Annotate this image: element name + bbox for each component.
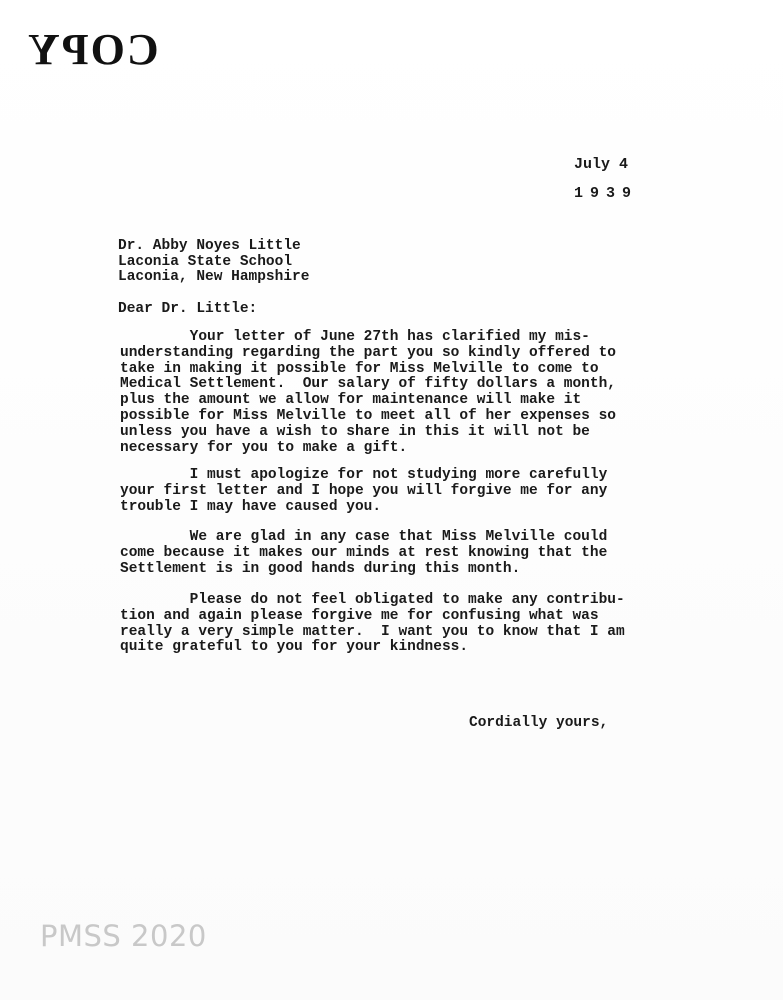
recipient-address bbox=[118, 239, 309, 286]
text-line: tion and again please forgive me for confusing what was bbox=[120, 607, 599, 624]
copy-stamp: COPY bbox=[26, 25, 159, 74]
body-paragraph-2 bbox=[120, 468, 607, 515]
text-line: Your letter of June 27th has clarified my mis- bbox=[120, 329, 590, 345]
salutation: Dear Dr. Little: bbox=[118, 301, 258, 317]
text-line: really a very simple matter. I want you to know that I am bbox=[120, 623, 625, 640]
closing: Cordially yours, bbox=[469, 715, 609, 731]
date-year: 1939 bbox=[574, 185, 639, 202]
text-line: take in making it possible for Miss Melville to come to bbox=[120, 360, 599, 377]
text-line: Please do not feel obligated to make any contribu- bbox=[120, 592, 625, 608]
recipient-location: Laconia, New Hampshire bbox=[118, 269, 310, 285]
body-paragraph-1 bbox=[120, 330, 616, 456]
date-month-day: July 4 bbox=[574, 156, 629, 173]
text-line: your first letter and I hope you will forgive me for any bbox=[120, 482, 608, 499]
text-line: Settlement is in good hands during this month. bbox=[120, 560, 521, 577]
recipient-name: Dr. Abby Noyes Little bbox=[118, 238, 301, 254]
text-line: understanding regarding the part you so kindly offered to bbox=[120, 344, 616, 361]
text-line: trouble I may have caused you. bbox=[120, 498, 382, 515]
text-line: come because it makes our minds at rest knowing that the bbox=[120, 544, 608, 561]
text-line: necessary for you to make a gift. bbox=[120, 439, 408, 456]
text-line: We are glad in any case that Miss Melville could bbox=[120, 529, 608, 545]
archive-watermark: PMSS 2020 bbox=[40, 919, 207, 953]
text-line: Medical Settlement. Our salary of fifty dollars a month, bbox=[120, 376, 616, 393]
body-paragraph-4 bbox=[120, 593, 625, 656]
text-line: unless you have a wish to share in this it will not be bbox=[120, 423, 590, 440]
text-line: possible for Miss Melville to meet all of her expenses so bbox=[120, 407, 616, 424]
body-paragraph-3 bbox=[120, 530, 607, 577]
text-line: quite grateful to you for your kindness. bbox=[120, 639, 469, 656]
text-line: I must apologize for not studying more carefully bbox=[120, 467, 608, 483]
recipient-institution: Laconia State School bbox=[118, 253, 293, 270]
text-line: plus the amount we allow for maintenance will make it bbox=[120, 392, 582, 409]
